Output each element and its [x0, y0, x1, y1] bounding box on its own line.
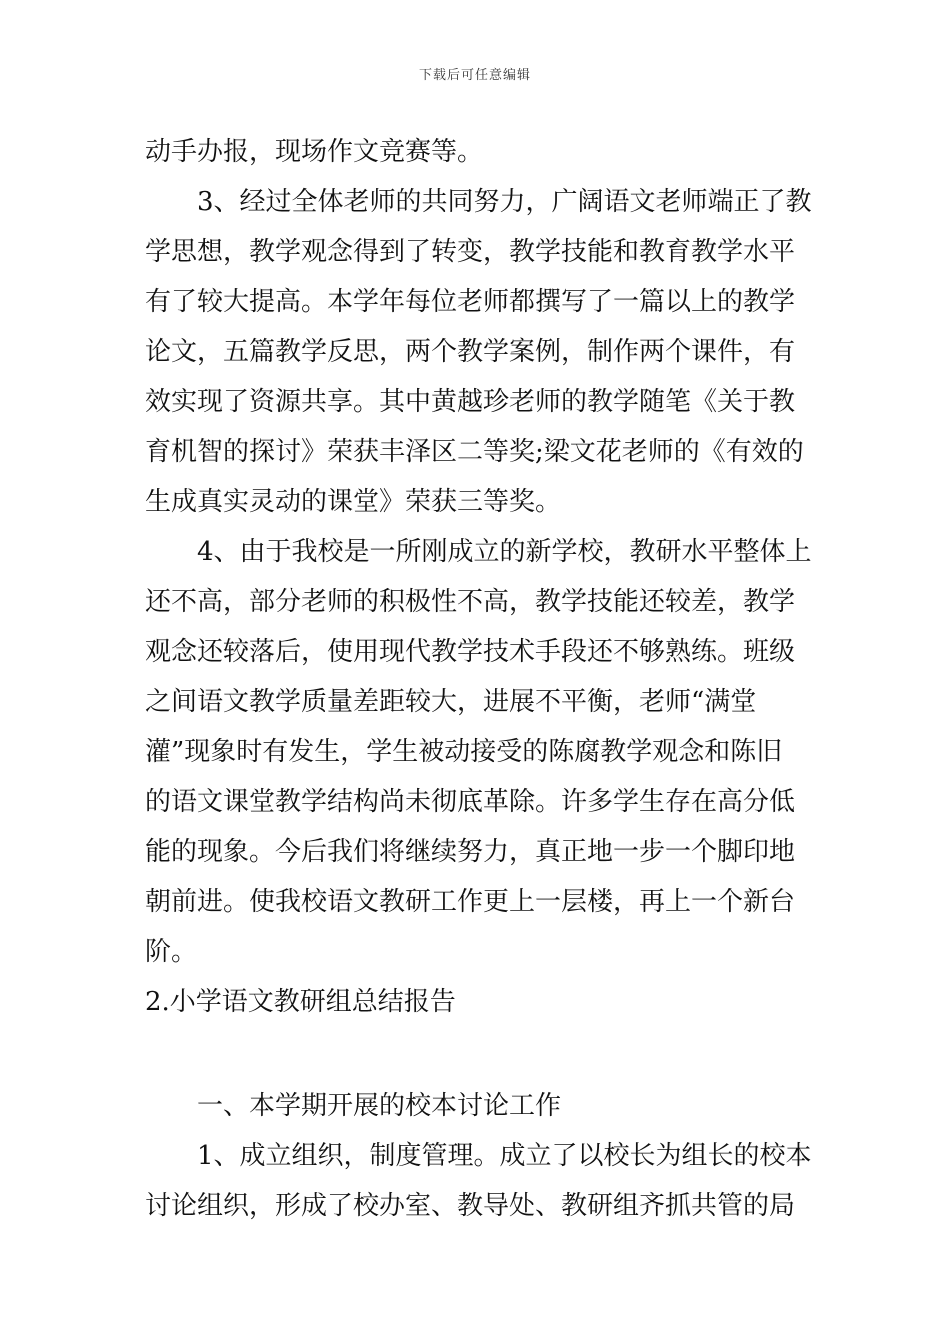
section-heading: 2.小学语文教研组总结报告 — [145, 987, 456, 1017]
text-line: 育机智的探讨》荣获丰泽区二等奖;梁文花老师的《有效的 — [145, 437, 804, 467]
text-line: 之间语文教学质量差距较大，进展不平衡，老师“满堂 — [145, 687, 757, 717]
text-line: 论文，五篇教学反思，两个教学案例，制作两个课件，有 — [145, 337, 796, 367]
paragraph-4-start: 4、由于我校是一所刚成立的新学校，教研水平整体上 — [197, 537, 812, 567]
paragraph-3-start: 3、经过全体老师的共同努力，广阔语文老师端正了教 — [197, 187, 812, 217]
paragraph-1-start: 1、成立组织，制度管理。成立了以校长为组长的校本 — [197, 1141, 812, 1171]
text-line: 生成真实灵动的课堂》荣获三等奖。 — [145, 487, 562, 517]
page-header: 下载后可任意编辑 — [418, 68, 531, 83]
document-body — [145, 127, 812, 1231]
text-line: 效实现了资源共享。其中黄越珍老师的教学随笔《关于教 — [145, 387, 796, 417]
text-line: 观念还较落后，使用现代教学技术手段还不够熟练。班级 — [145, 637, 796, 667]
text-line: 阶。 — [145, 937, 198, 967]
blank-spacer — [145, 1027, 807, 1081]
text-line: 讨论组织，形成了校办室、教导处、教研组齐抓共管的局 — [145, 1191, 796, 1221]
text-line: 动手办报，现场作文竞赛等。 — [145, 137, 484, 167]
text-line: 有了较大提高。本学年每位老师都撰写了一篇以上的教学 — [145, 287, 796, 317]
subsection-heading: 一、本学期开展的校本讨论工作 — [197, 1091, 562, 1121]
text-line: 的语文课堂教学结构尚未彻底革除。许多学生存在高分低 — [145, 787, 796, 817]
text-line: 学思想，教学观念得到了转变，教学技能和教育教学水平 — [145, 237, 796, 267]
text-line: 能的现象。今后我们将继续努力，真正地一步一个脚印地 — [145, 837, 796, 867]
text-line: 灌”现象时有发生，学生被动接受的陈腐教学观念和陈旧 — [145, 737, 783, 767]
text-line: 朝前进。使我校语文教研工作更上一层楼，再上一个新台 — [145, 887, 796, 917]
text-line: 还不高，部分老师的积极性不高，教学技能还较差，教学 — [145, 587, 796, 617]
